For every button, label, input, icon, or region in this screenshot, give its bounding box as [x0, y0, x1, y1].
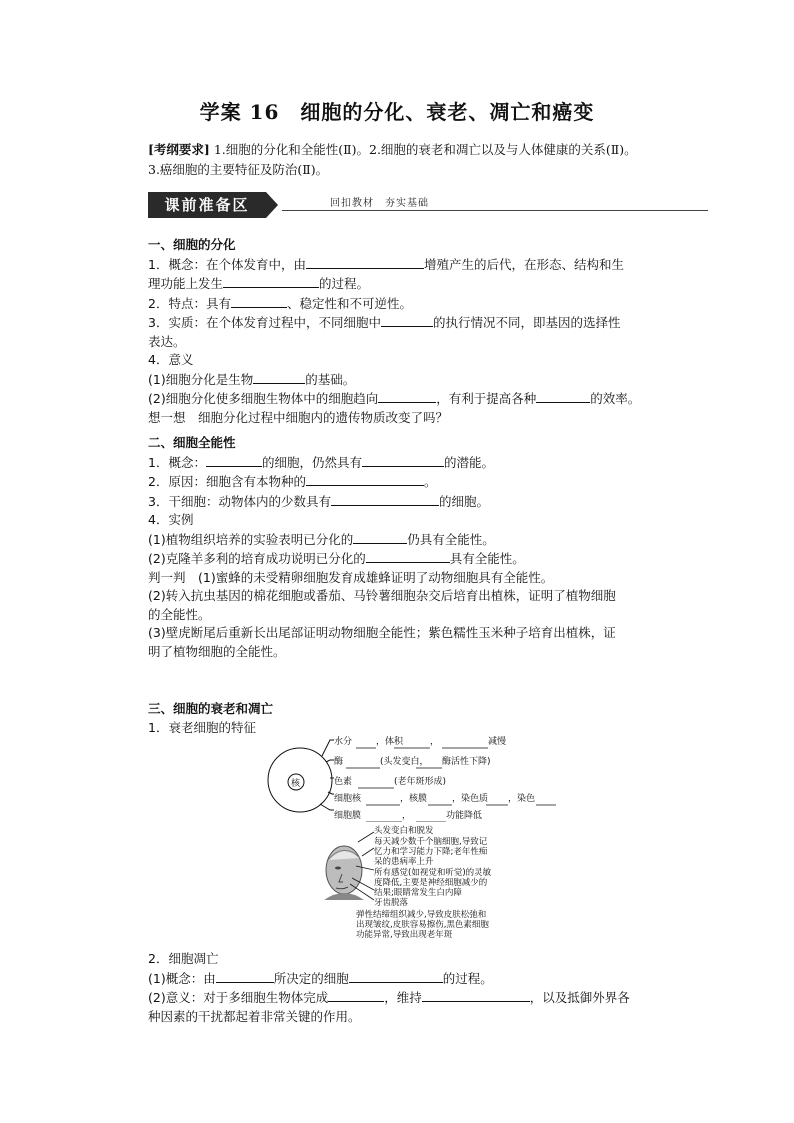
text-span: 1．概念： [148, 454, 206, 470]
text-line [148, 389, 688, 409]
aging-person-figure [316, 826, 516, 946]
text-span: 。 [423, 474, 437, 489]
text-span: 理功能上发生 [148, 276, 224, 291]
label-stain: ，染色 [508, 794, 536, 804]
text-span: (2)克隆羊多利的培育成功说明已分化的 [148, 551, 366, 566]
text-span: 具有全能性。 [449, 551, 525, 566]
requirements-line-1: 1.细胞的分化和全能性(Ⅱ)。2.细胞的衰老和凋亡以及与人体健康的关系(Ⅱ)。 [213, 142, 637, 157]
label-nuclear-membrane: ，核膜 [400, 794, 428, 804]
text-line [148, 255, 688, 275]
banner-rule [282, 210, 708, 211]
text-span: 的细胞。 [438, 493, 489, 509]
text-span: (2)细胞分化使多细胞生物体中的细胞趋向 [148, 391, 379, 406]
blank [422, 988, 530, 1002]
text-line: 4．实例 [148, 512, 194, 527]
text-span: 增殖产生的后代，在形态、结构和生 [423, 256, 624, 272]
text-span: 的细胞，仍然具有 [261, 454, 362, 470]
label-chromatin: ，染色质 [452, 794, 489, 804]
text-line [148, 313, 688, 333]
text-line: 2．细胞凋亡 [148, 951, 219, 966]
blank [231, 294, 287, 308]
label-cell-membrane: 细胞膜 [334, 811, 362, 821]
sign-sense-3: 结果;眼睛常发生白内障 [374, 888, 462, 898]
text-line: 4．意义 [148, 352, 194, 367]
banner-subtitle: 回扣教材 夯实基础 [326, 194, 433, 209]
text-span: ，有利于提高各种 [436, 391, 537, 406]
banner-notch [266, 192, 278, 218]
label-age-spot: (老年斑形成) [394, 777, 447, 787]
text-span: 3．实质：在个体发育过程中，不同细胞中 [148, 315, 381, 330]
sign-skin-1: 弹性结缔组织减少,导致皮肤松弛和 [356, 910, 487, 920]
text-line: 1．衰老细胞的特征 [148, 719, 256, 735]
judge-line: 的全能性。 [148, 606, 211, 622]
text-span: 2．特点：具有 [148, 295, 231, 311]
text-span: 的基础。 [305, 371, 356, 387]
sign-skin-2: 出现皱纹,皮肤容易擦伤,黑色素细胞 [356, 920, 489, 930]
section-banner [148, 192, 708, 218]
text-span: 的效率。 [590, 391, 641, 406]
sign-sense-1: 所有感觉(如视觉和听觉)的灵敏 [374, 868, 492, 878]
text-span: ，维持 [384, 990, 422, 1005]
label-enzyme: 酶 [334, 757, 344, 767]
text-line [148, 492, 688, 512]
blank [328, 988, 384, 1002]
text-span: (1)细胞分化是生物 [148, 371, 254, 387]
text-line [148, 274, 688, 294]
judge-line: 明了植物细胞的全能性。 [148, 643, 286, 659]
blank [306, 472, 424, 486]
banner-label: 课前准备区 [148, 192, 266, 218]
blank [306, 255, 424, 269]
text-line [148, 294, 688, 314]
section-heading: 一、细胞的分化 [148, 237, 236, 252]
blank [223, 274, 319, 288]
label-volume: ，体积 [376, 737, 404, 747]
nucleus-label: 核 [291, 779, 301, 789]
text-span: 的过程。 [442, 970, 493, 986]
label-comma: ， [430, 737, 440, 747]
text-span: 仍具有全能性。 [407, 531, 495, 547]
sign-hair: 头发变白和脱发 [374, 826, 434, 836]
label-slow: 减慢 [488, 737, 507, 747]
text-span: ，以及抵御外界各 [529, 990, 630, 1005]
blank [216, 969, 274, 983]
section-differentiation [148, 236, 688, 427]
text-line [148, 969, 688, 989]
blank [366, 549, 450, 563]
label-water: 水分 [334, 737, 353, 747]
blank [381, 313, 433, 327]
text-span: 的执行情况不同，即基因的选择性 [432, 315, 621, 330]
text-span: 的过程。 [319, 276, 370, 291]
requirements-tag: [考纲要求] [148, 142, 210, 157]
text-line [148, 453, 688, 473]
label-enzyme-activity: 酶活性下降) [442, 757, 491, 767]
blank [362, 453, 444, 467]
exam-requirements [148, 140, 708, 180]
section-heading: 三、细胞的衰老和凋亡 [148, 701, 274, 716]
text-line: 种因素的干扰都起着非常关键的作用。 [148, 1008, 361, 1024]
blank [253, 370, 305, 384]
aging-cell-diagram [262, 732, 562, 822]
text-span: 1．概念：在个体发育中，由 [148, 256, 306, 272]
text-line [148, 472, 688, 492]
text-span: 、稳定性和不可逆性。 [286, 295, 412, 311]
label-function-down: 功能降低 [446, 811, 483, 821]
text-span: (1)植物组织培养的实验表明已分化的 [148, 531, 354, 547]
page-title: 学案 16 细胞的分化、衰老、凋亡和癌变 [199, 100, 595, 124]
judge-line: (2)转入抗虫基因的棉花细胞或番茄、马铃薯细胞杂交后培育出植株，证明了植物细胞 [148, 588, 616, 603]
section-heading: 二、细胞全能性 [148, 435, 236, 450]
label-nucleus: 细胞核 [334, 794, 362, 804]
text-line: 表达。 [148, 333, 186, 349]
sign-brain-2: 忆力和学习能力下降;老年性痴 [374, 847, 488, 857]
requirements-line-2: 3.癌细胞的主要特征及防治(Ⅱ)。 [148, 162, 329, 177]
text-span: 所决定的细胞 [273, 970, 349, 986]
section-apoptosis [148, 950, 688, 1026]
sign-teeth: 牙齿脱落 [374, 898, 409, 908]
text-span: 3．干细胞：动物体内的少数具有 [148, 493, 331, 509]
blank [206, 453, 262, 467]
sign-sense-2: 度降低,主要是神经细胞减少的 [374, 878, 488, 888]
judge-line: (3)壁虎断尾后重新长出尾部证明动物细胞全能性；紫色糯性玉米种子培育出植株，证 [148, 625, 616, 640]
text-span: (1)概念：由 [148, 970, 216, 986]
text-line [148, 549, 688, 569]
think-question: 想一想 细胞分化过程中细胞内的遗传物质改变了吗？ [148, 409, 449, 425]
blank [331, 492, 439, 506]
text-line [148, 530, 688, 550]
judge-line: 判一判 (1)蜜蜂的未受精卵细胞发育成雄蜂证明了动物细胞具有全能性。 [148, 569, 554, 585]
text-span: 2．原因：细胞含有本物种的 [148, 474, 306, 489]
blank [353, 530, 407, 544]
text-line [148, 370, 688, 390]
text-line [148, 988, 688, 1008]
blank [378, 389, 436, 403]
label-pigment: 色素 [334, 777, 353, 787]
text-span: 的潜能。 [443, 454, 494, 470]
blank [536, 389, 590, 403]
label-hair-white: (头发变白， [380, 757, 429, 767]
label-comma-2: ， [402, 811, 412, 821]
sign-brain-3: 呆的患病率上升 [374, 857, 434, 867]
text-span: (2)意义：对于多细胞生物体完成 [148, 990, 329, 1005]
section-totipotency [148, 434, 688, 661]
sign-brain-1: 每天减少数千个脑细胞,导致记 [374, 837, 488, 847]
sign-skin-3: 功能异常,导致出现老年斑 [356, 930, 453, 940]
blank [349, 969, 443, 983]
